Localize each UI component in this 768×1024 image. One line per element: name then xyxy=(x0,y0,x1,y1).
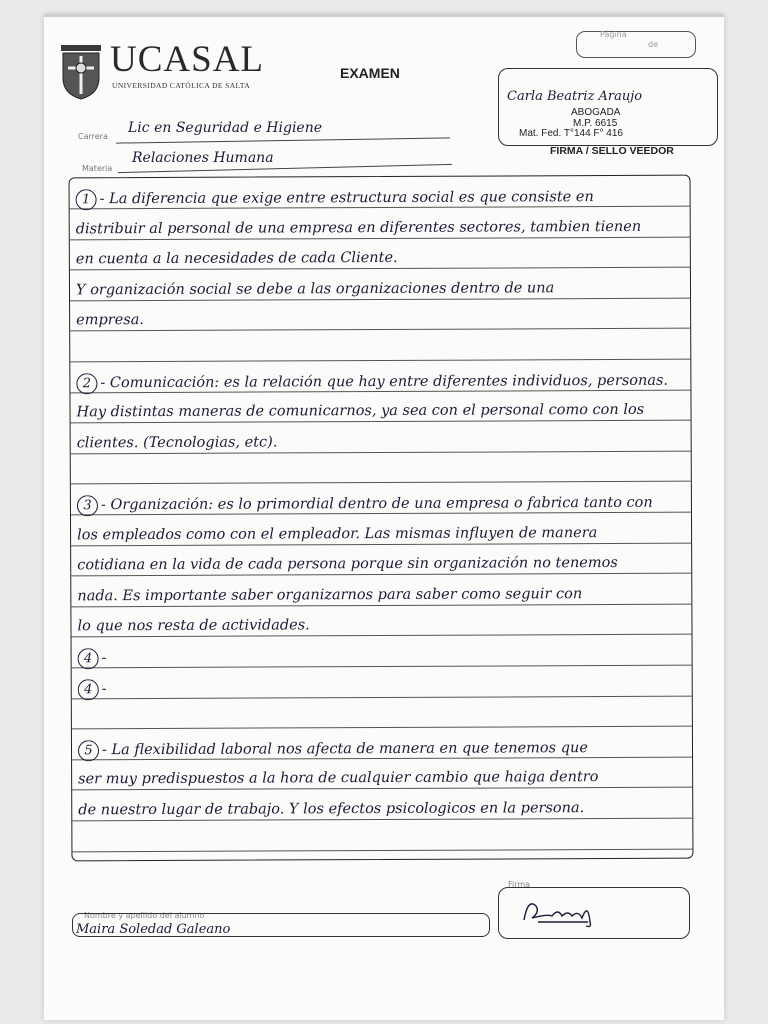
answer-line xyxy=(78,707,688,710)
carrera-value: Lic en Seguridad e Higiene xyxy=(128,120,323,136)
answer-line xyxy=(77,584,687,605)
answer-text: - La diferencia que exige entre estructura social es que consiste en xyxy=(99,189,594,208)
answer-number: 5 xyxy=(78,740,99,761)
answer-line xyxy=(76,370,686,394)
answer-text: - xyxy=(101,680,107,697)
answer-line xyxy=(78,768,688,789)
answer-line xyxy=(77,554,687,575)
answer-text: los empleados como con el empleador. Las mismas influyen de manera xyxy=(77,524,598,543)
answer-text: empresa. xyxy=(76,312,144,329)
brand-name: UCASAL xyxy=(110,39,265,80)
answer-line xyxy=(78,646,688,670)
answer-line xyxy=(76,278,686,299)
answer-line xyxy=(77,523,687,544)
answer-line xyxy=(76,401,686,422)
answer-line xyxy=(78,829,688,832)
stamp-title: ABOGADA xyxy=(571,107,621,118)
page-number-box xyxy=(576,31,696,58)
answer-line xyxy=(76,248,686,269)
answer-line xyxy=(78,737,688,761)
answer-text: nada. Es importante saber organizarnos para saber como seguir con xyxy=(77,585,583,605)
page-of-label: de xyxy=(648,40,658,49)
page-label: Página xyxy=(600,30,627,39)
answer-text: cotidiana en la vida de cada persona porque sin organización no tenemos xyxy=(77,555,618,574)
answer-line xyxy=(77,462,687,465)
answer-text: Hay distintas maneras de comunicarnos, ya sea con el personal como con los xyxy=(76,402,645,421)
veedor-stamp xyxy=(498,68,718,146)
stamp-mp: M.P. 6615 xyxy=(573,118,618,129)
answer-line xyxy=(76,309,686,330)
brand-subtitle: UNIVERSIDAD CATÓLICA DE SALTA xyxy=(112,81,251,90)
answer-text: - xyxy=(101,650,107,667)
answer-number: 2 xyxy=(76,373,97,394)
nombre-label: Nombre y apellido del alumno xyxy=(84,911,205,920)
answers-box xyxy=(69,175,694,862)
scan-edge xyxy=(44,14,724,17)
firma-label: Firma xyxy=(508,880,531,889)
stamp-mat: Mat. Fed. T°144 F° 416 xyxy=(519,128,623,139)
answer-line xyxy=(76,217,686,238)
carrera-line xyxy=(116,137,450,143)
answer-text: - La flexibilidad laboral nos afecta de manera en que tenemos que xyxy=(101,739,588,759)
answer-number: 4 xyxy=(78,679,99,700)
answer-line xyxy=(77,493,687,517)
answer-number: 4 xyxy=(78,648,99,669)
answer-line xyxy=(78,799,688,820)
stamp-name: Carla Beatriz Araujo xyxy=(507,89,643,104)
answer-number: 1 xyxy=(76,189,97,210)
answer-rule xyxy=(72,848,692,852)
answer-text: ser muy predispuestos a la hora de cualquier cambio que haiga dentro xyxy=(78,769,599,788)
answer-text: lo que nos resta de actividades. xyxy=(77,617,310,635)
document-title: EXAMEN xyxy=(340,65,400,81)
exam-sheet xyxy=(44,14,724,1020)
answer-text: - Organización: es lo primordial dentro de una empresa o fabrica tanto con xyxy=(100,494,653,514)
answer-line xyxy=(76,340,686,343)
answer-line xyxy=(77,615,687,636)
answer-line xyxy=(78,676,688,700)
answer-text: Y organización social se debe a las organizaciones dentro de una xyxy=(75,280,555,299)
nombre-value: Maira Soledad Galeano xyxy=(76,922,231,937)
answer-text: de nuestro lugar de trabajo. Y los efectos psicologicos en la persona. xyxy=(78,800,585,819)
answer-line xyxy=(76,187,686,211)
materia-value: Relaciones Humana xyxy=(132,150,274,166)
answer-number: 3 xyxy=(77,495,98,516)
answer-text: clientes. (Tecnologias, etc). xyxy=(76,434,278,452)
firma-sello-label: FIRMA / SELLO VEEDOR xyxy=(550,145,674,157)
answer-rule xyxy=(70,359,690,363)
answer-text: distribuir al personal de una empresa en diferentes sectores, tambien tienen xyxy=(75,218,642,237)
materia-label: Materia xyxy=(82,164,113,173)
student-signature-icon xyxy=(518,892,608,932)
university-crest-icon xyxy=(60,44,102,100)
answer-line xyxy=(77,431,687,452)
answer-text: - Comunicación: es la relación que hay entre diferentes individuos, personas. xyxy=(100,372,669,391)
carrera-label: Carrera xyxy=(78,132,108,141)
answer-rule xyxy=(72,726,692,730)
answer-text: en cuenta a la necesidades de cada Cliente. xyxy=(75,250,398,268)
answer-rule xyxy=(71,481,691,485)
